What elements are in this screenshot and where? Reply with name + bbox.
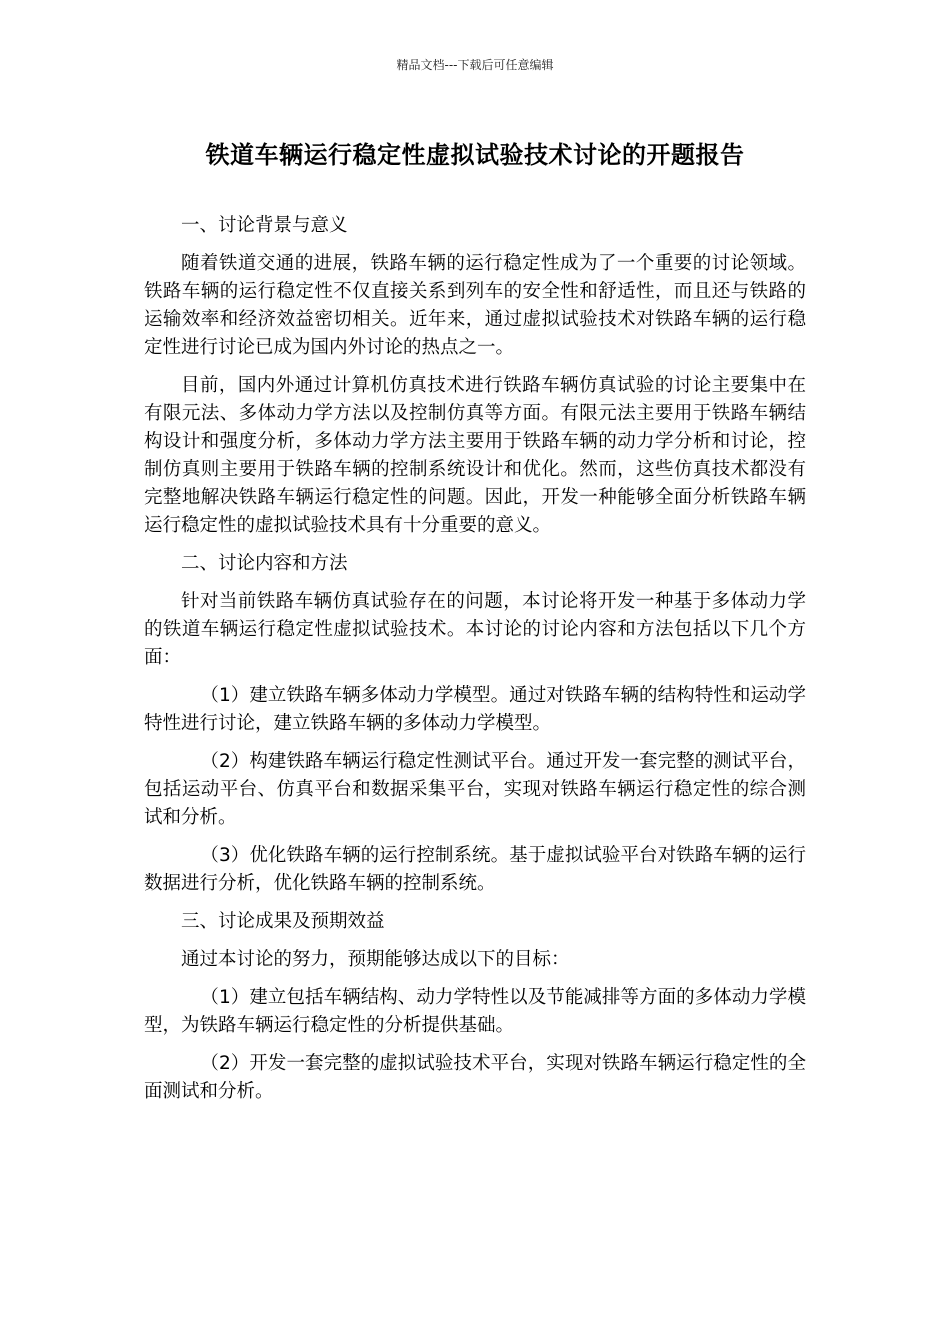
page-header-watermark: 精品文档---下载后可任意编辑	[396, 58, 554, 72]
list-item-method-2: （2）构建铁路车辆运行稳定性测试平台。通过开发一套完整的测试平台，包括运动平台、仿真平台和数据采集平台，实现对铁路车辆运行稳定性的综合测试和分析。	[144, 751, 806, 828]
list-item-goal-1: （1）建立包括车辆结构、动力学特性以及节能减排等方面的多体动力学模型，为铁路车辆运行稳定性的分析提供基础。	[144, 987, 806, 1036]
paragraph-content-intro: 针对当前铁路车辆仿真试验存在的问题，本讨论将开发一种基于多体动力学的铁道车辆运行稳定性虚拟试验技术。本讨论的讨论内容和方法包括以下几个方面：	[144, 591, 806, 668]
list-item-method-1: （1）建立铁路车辆多体动力学模型。通过对铁路车辆的结构特性和运动学特性进行讨论，建立铁路车辆的多体动力学模型。	[144, 685, 806, 734]
paragraph-results-intro: 通过本讨论的努力，预期能够达成以下的目标：	[181, 949, 570, 970]
list-item-goal-2: （2）开发一套完整的虚拟试验技术平台，实现对铁路车辆运行稳定性的全面测试和分析。	[144, 1053, 806, 1102]
list-item-method-3: （3）优化铁路车辆的运行控制系统。基于虚拟试验平台对铁路车辆的运行数据进行分析，优化铁路车辆的控制系统。	[144, 845, 806, 894]
document-title: 铁道车辆运行稳定性虚拟试验技术讨论的开题报告	[205, 141, 745, 169]
document-body	[144, 212, 806, 1116]
section-heading-background: 一、讨论背景与意义	[181, 215, 348, 236]
paragraph-background-2: 目前，国内外通过计算机仿真技术进行铁路车辆仿真试验的讨论主要集中在有限元法、多体动力学方法以及控制仿真等方面。有限元法主要用于铁路车辆结构设计和强度分析，多体动力学方法主要用于铁路车辆的动力学分析和讨论，控制仿真则主要用于铁路车辆的控制系统设计和优化。然而，这些仿真技术都没有完整地解决铁路车辆运行稳定性的问题。因此，开发一种能够全面分析铁路车辆运行稳定性的虚拟试验技术具有十分重要的意义。	[144, 375, 806, 536]
section-heading-content-methods: 二、讨论内容和方法	[181, 553, 348, 574]
section-heading-results: 三、讨论成果及预期效益	[181, 911, 385, 932]
paragraph-background-1: 随着铁道交通的进展，铁路车辆的运行稳定性成为了一个重要的讨论领域。铁路车辆的运行稳定性不仅直接关系到列车的安全性和舒适性，而且还与铁路的运输效率和经济效益密切相关。近年来，通过虚拟试验技术对铁路车辆的运行稳定性进行讨论已成为国内外讨论的热点之一。	[144, 253, 806, 358]
